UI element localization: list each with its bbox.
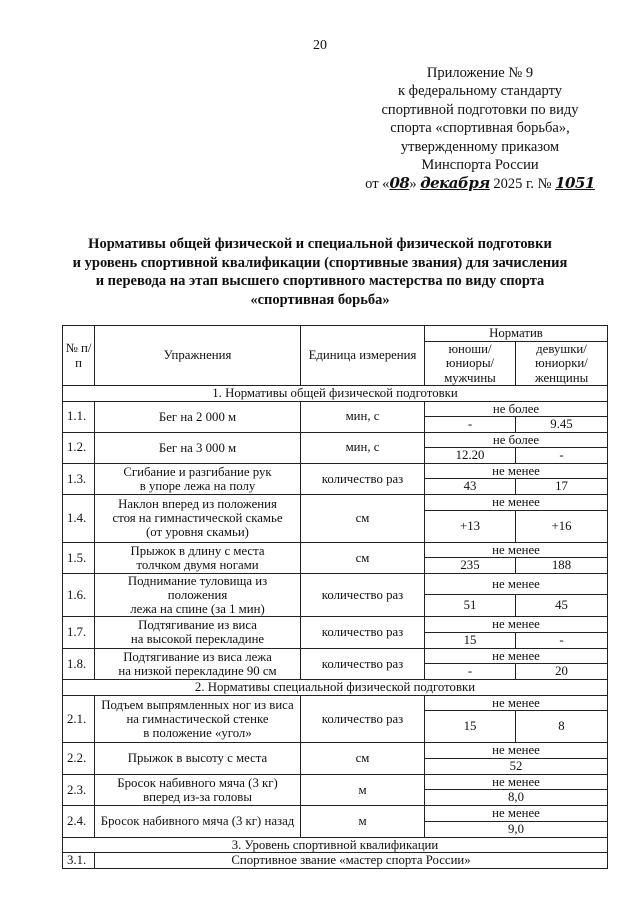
row-condition: не менее — [425, 495, 608, 511]
row-unit: мин, с — [301, 432, 425, 463]
section-row — [63, 386, 608, 402]
table-row — [63, 853, 608, 869]
exercise-line: Сгибание и разгибание рук — [123, 464, 272, 479]
table-row — [63, 495, 608, 511]
row-exercise — [95, 463, 301, 495]
row-value: 9,0 — [425, 821, 608, 837]
row-male-value: - — [425, 664, 516, 680]
appendix-line: Приложение № 9 — [426, 65, 534, 81]
row-female-value: +16 — [516, 510, 608, 542]
row-exercise — [95, 774, 301, 806]
row-number: 3.1. — [63, 853, 95, 869]
exercise-line: Бег на 2 000 м — [158, 409, 237, 424]
row-condition: не менее — [425, 806, 608, 822]
row-number: 1.6. — [63, 574, 95, 617]
header-exercise: Упражнения — [95, 326, 301, 386]
row-exercise — [95, 695, 301, 743]
row-female-value: 9.45 — [516, 417, 608, 433]
row-number: 1.2. — [63, 432, 95, 463]
row-number: 1.5. — [63, 542, 95, 574]
header-num: № п/п — [63, 326, 95, 386]
exercise-line: (от уровня скамьи) — [146, 525, 249, 540]
table-row — [63, 806, 608, 822]
row-number: 1.8. — [63, 648, 95, 680]
title-line: «спортивная борьба» — [250, 291, 390, 308]
table-row — [63, 695, 608, 711]
row-unit: количество раз — [301, 617, 425, 649]
table-row — [63, 463, 608, 479]
row-exercise — [95, 648, 301, 680]
row-female-value: 20 — [516, 664, 608, 680]
table-row — [63, 774, 608, 790]
appendix-line: Минспорта России — [421, 157, 539, 174]
row-number: 1.7. — [63, 617, 95, 649]
row-male-value: 235 — [425, 558, 516, 574]
row-male-value: - — [425, 417, 516, 433]
row-number: 1.4. — [63, 495, 95, 543]
section-title: 2. Нормативы специальной физической подготовки — [63, 680, 608, 696]
row-qualification: Спортивное звание «мастер спорта России» — [95, 853, 608, 869]
row-male-value: 43 — [425, 479, 516, 495]
row-unit: м — [301, 806, 425, 838]
exercise-line: Бег на 3 000 м — [158, 440, 237, 455]
exercise-line: Прыжок в высоту с места — [127, 751, 268, 766]
row-number: 2.2. — [63, 743, 95, 775]
order-number-handwritten: 1051 — [555, 174, 595, 193]
row-number: 2.1. — [63, 695, 95, 743]
row-condition: не менее — [425, 695, 608, 711]
row-value: 8,0 — [425, 790, 608, 806]
row-exercise — [95, 574, 301, 617]
row-number: 2.3. — [63, 774, 95, 806]
row-exercise — [95, 495, 301, 543]
row-unit: см — [301, 542, 425, 574]
row-male-value: 12.20 — [425, 448, 516, 464]
appendix-line: спортивной подготовки по виду — [381, 101, 579, 118]
row-male-value: 15 — [425, 711, 516, 743]
row-female-value: 17 — [516, 479, 608, 495]
row-unit: количество раз — [301, 695, 425, 743]
exercise-line: стоя на гимнастической скамье — [112, 511, 283, 526]
date-mid: » — [409, 176, 417, 193]
exercise-line: Прыжок в длину с места — [130, 543, 265, 558]
row-exercise — [95, 617, 301, 649]
table-row — [63, 617, 608, 633]
date-month-handwritten: декабря — [420, 174, 490, 193]
row-unit: количество раз — [301, 648, 425, 680]
header-norm: Норматив — [425, 326, 608, 342]
exercise-line: Бросок набивного мяча (3 кг) — [117, 775, 278, 790]
row-value: 52 — [425, 758, 608, 774]
row-number: 1.3. — [63, 463, 95, 495]
title-line: и уровень спортивной квалификации (спортивные звания) для зачисления — [72, 254, 568, 271]
header-unit: Единица измерения — [301, 326, 425, 386]
row-unit: количество раз — [301, 463, 425, 495]
page-number: 20 — [313, 38, 327, 53]
row-unit: м — [301, 774, 425, 806]
appendix-date-line — [355, 174, 605, 193]
document-title — [40, 235, 600, 309]
row-female-value: - — [516, 448, 608, 464]
appendix-line: спорта «спортивная борьба», — [390, 120, 570, 137]
exercise-line: Бросок набивного мяча (3 кг) назад — [100, 814, 295, 829]
table-row — [63, 743, 608, 759]
row-female-value: - — [516, 632, 608, 648]
date-year: 2025 г. № — [493, 176, 552, 193]
exercise-line: Подтягивание из виса лежа — [123, 649, 272, 664]
row-unit: мин, с — [301, 401, 425, 432]
row-exercise — [95, 806, 301, 838]
title-line: и перевода на этап высшего спортивного мастерства по виду спорта — [95, 273, 545, 289]
exercise-line: в упоре лежа на полу — [139, 478, 256, 493]
table-row — [63, 542, 608, 558]
row-condition: не менее — [425, 574, 608, 595]
row-exercise — [95, 743, 301, 775]
row-unit: см — [301, 743, 425, 775]
exercise-line: вперед из-за головы — [143, 789, 252, 804]
row-exercise — [95, 401, 301, 432]
table-row — [63, 574, 608, 595]
row-condition: не менее — [425, 463, 608, 479]
row-condition: не более — [425, 432, 608, 448]
norms-table — [62, 325, 608, 869]
exercise-line: на высокой перекладине — [130, 632, 265, 647]
row-female-value: 45 — [516, 595, 608, 617]
row-unit: см — [301, 495, 425, 543]
date-prefix: от « — [365, 176, 390, 193]
table-row — [63, 401, 608, 417]
exercise-line: на низкой перекладине 90 см — [118, 663, 277, 678]
section-row — [63, 680, 608, 696]
date-day-handwritten: 08 — [389, 174, 410, 193]
row-female-value: 8 — [516, 711, 608, 743]
row-condition: не менее — [425, 774, 608, 790]
exercise-line: Наклон вперед из положения — [118, 497, 277, 512]
row-exercise — [95, 432, 301, 463]
row-condition: не менее — [425, 617, 608, 633]
title-line: Нормативы общей физической и специальной физической подготовки — [88, 236, 552, 252]
appendix-block — [355, 64, 605, 194]
row-male-value: 15 — [425, 632, 516, 648]
header-female: девушки/ юниорки/ женщины — [516, 341, 608, 386]
exercise-line: в положение «угол» — [143, 725, 252, 740]
row-number: 2.4. — [63, 806, 95, 838]
row-exercise — [95, 542, 301, 574]
row-condition: не менее — [425, 743, 608, 759]
section-title: 3. Уровень спортивной квалификации — [63, 837, 608, 853]
exercise-line: толчком двумя ногами — [136, 557, 259, 572]
section-title: 1. Нормативы общей физической подготовки — [63, 386, 608, 402]
row-condition: не менее — [425, 542, 608, 558]
row-male-value: +13 — [425, 510, 516, 542]
row-condition: не менее — [425, 648, 608, 664]
table-row — [63, 648, 608, 664]
exercise-line: Подтягивание из виса — [138, 618, 257, 633]
table-row — [63, 432, 608, 448]
row-unit: количество раз — [301, 574, 425, 617]
row-condition: не более — [425, 401, 608, 417]
exercise-line: лежа на спине (за 1 мин) — [130, 602, 265, 616]
row-number: 1.1. — [63, 401, 95, 432]
header-male: юноши/ юниоры/ мужчины — [425, 341, 516, 386]
exercise-line: Подъем выпрямленных ног из виса — [101, 697, 294, 712]
exercise-line: Поднимание туловища из положения — [127, 574, 268, 602]
appendix-line: утвержденному приказом — [400, 138, 560, 155]
section-row — [63, 837, 608, 853]
row-female-value: 188 — [516, 558, 608, 574]
row-male-value: 51 — [425, 595, 516, 617]
exercise-line: на гимнастической стенке — [126, 711, 269, 726]
appendix-line: к федеральному стандарту — [398, 83, 562, 100]
